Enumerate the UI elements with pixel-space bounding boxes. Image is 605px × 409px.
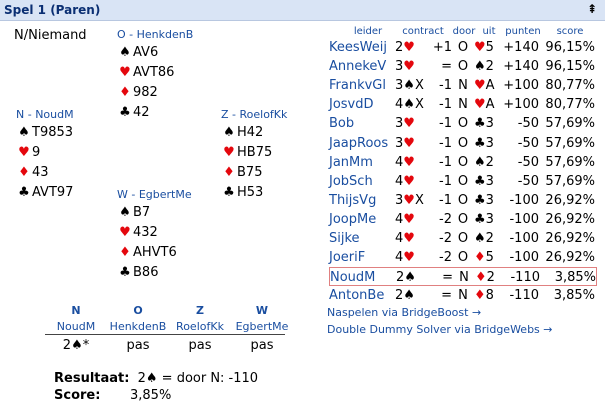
score-cell: 96,15% xyxy=(545,40,595,55)
table-row xyxy=(329,267,597,286)
score-cell: 57,69% xyxy=(545,173,595,189)
table-row xyxy=(329,286,597,305)
table-row xyxy=(329,229,597,248)
bid-w: pas xyxy=(250,338,274,353)
lead-cell: ♥A xyxy=(474,97,495,113)
col-header-leider: leider xyxy=(353,26,383,37)
col-header-contract: contract xyxy=(402,26,444,37)
score-cell: 57,69% xyxy=(545,154,595,170)
points-cell: +100 xyxy=(503,78,539,94)
diamond-icon: ♦ xyxy=(18,165,30,180)
south-clubs-cards: B86 xyxy=(133,265,159,280)
declarer-cell: O xyxy=(457,59,469,75)
dealer-vulnerability: N/Niemand xyxy=(14,28,87,43)
east-diamonds xyxy=(221,163,287,183)
contract-cell: 4♥ xyxy=(395,250,415,266)
score-cell: 57,69% xyxy=(545,116,595,132)
lead-cell: ♥A xyxy=(474,78,495,94)
result-cell: -1 xyxy=(439,154,452,170)
leader-link[interactable]: KeesWeij xyxy=(329,40,387,55)
table-row xyxy=(329,134,597,153)
contract-cell: 2♠ xyxy=(395,288,415,304)
lead-cell: ♣3 xyxy=(474,192,494,208)
score-cell: 26,92% xyxy=(545,192,595,208)
leader-link[interactable]: JaapRoos xyxy=(329,135,389,151)
bid-header-n: N xyxy=(71,304,81,317)
leader-link[interactable]: JanMm xyxy=(329,154,373,170)
table-row xyxy=(329,172,597,191)
points-cell: -100 xyxy=(509,250,539,266)
title-bar xyxy=(0,0,605,21)
leader-link[interactable]: NoudM xyxy=(330,270,376,286)
west-diamonds xyxy=(16,163,74,183)
result-cell: = xyxy=(441,59,452,75)
east-spades-cards: H42 xyxy=(237,125,264,140)
hand-south xyxy=(117,188,192,283)
score-cell: 3,85% xyxy=(553,288,595,304)
north-hearts xyxy=(117,63,193,83)
contract-cell: 4♥ xyxy=(395,173,415,189)
lead-cell: ♠2 xyxy=(474,59,494,75)
col-header-punten: punten xyxy=(505,26,541,37)
spade-icon: ♠ xyxy=(18,125,30,140)
leader-link[interactable]: AnnekeV xyxy=(329,59,387,75)
declarer-cell: O xyxy=(457,173,469,189)
lead-cell: ♣3 xyxy=(474,211,494,227)
declarer-cell: N xyxy=(458,97,468,113)
result-line xyxy=(54,371,258,386)
score-cell: 26,92% xyxy=(545,211,595,227)
table-row xyxy=(329,153,597,172)
lead-cell: ♦5 xyxy=(474,250,494,266)
leader-link[interactable]: AntonBe xyxy=(329,288,385,304)
board-title: Spel 1 (Paren) xyxy=(4,3,101,17)
result-label: Resultaat: xyxy=(54,371,130,386)
lead-cell: ♠2 xyxy=(474,231,494,246)
east-clubs-cards: H53 xyxy=(237,185,264,200)
contract-cell: 2♥ xyxy=(395,40,415,55)
collapse-icon[interactable]: ⇞ xyxy=(586,2,597,16)
score-line xyxy=(54,388,172,403)
points-cell: -110 xyxy=(509,288,539,304)
table-row xyxy=(329,38,597,57)
points-cell: -50 xyxy=(517,135,539,151)
score-cell: 3,85% xyxy=(554,270,596,286)
south-hearts xyxy=(117,223,192,243)
table-row xyxy=(329,57,597,76)
declarer-cell: O xyxy=(457,135,469,151)
col-header-score: score xyxy=(556,26,584,37)
south-spades-cards: B7 xyxy=(133,205,151,220)
club-icon: ♣ xyxy=(119,265,131,280)
hand-east-name: Z - RoelofKk xyxy=(221,108,288,121)
west-spades xyxy=(16,123,74,143)
score-label: Score: xyxy=(54,388,101,403)
declarer-cell: N xyxy=(459,270,469,286)
north-hearts-cards: AVT86 xyxy=(133,65,175,80)
contract-cell: 3♥ xyxy=(395,59,415,75)
lead-cell: ♠2 xyxy=(474,154,494,170)
result-cell: = xyxy=(441,288,452,304)
leader-link[interactable]: JoopMe xyxy=(329,211,377,227)
points-cell: -100 xyxy=(509,211,539,227)
contract-cell: 4♥ xyxy=(395,211,415,227)
points-cell: +140 xyxy=(503,59,539,75)
bid-player-w: EgbertMe xyxy=(235,320,289,333)
south-hearts-cards: 432 xyxy=(133,225,158,240)
west-clubs-cards: AVT97 xyxy=(32,185,74,200)
result-cell: -1 xyxy=(439,78,452,94)
hand-north xyxy=(117,28,193,123)
leader-link[interactable]: JosvdD xyxy=(329,97,374,113)
link-bridgewebs[interactable]: Double Dummy Solver via BridgeWebs → xyxy=(327,323,553,336)
contract-cell: 4♥ xyxy=(395,154,415,170)
leader-link[interactable]: Bob xyxy=(329,116,355,132)
heart-icon: ♥ xyxy=(18,145,30,160)
table-row xyxy=(329,191,597,210)
club-icon: ♣ xyxy=(18,185,30,200)
score-cell: 26,92% xyxy=(545,250,595,266)
lead-cell: ♦2 xyxy=(475,270,495,286)
leader-link[interactable]: ThijsVg xyxy=(329,192,377,208)
score-cell: 57,69% xyxy=(545,135,595,151)
east-hearts xyxy=(221,143,287,163)
declarer-cell: O xyxy=(457,40,469,55)
bid-divider xyxy=(45,334,285,335)
hand-south-name: W - EgbertMe xyxy=(117,188,192,201)
lead-cell: ♥5 xyxy=(474,40,494,55)
heart-icon: ♥ xyxy=(119,225,131,240)
north-diamonds-cards: 982 xyxy=(133,85,158,100)
spade-icon: ♠ xyxy=(119,45,131,60)
points-cell: +140 xyxy=(503,40,539,55)
score-value: 3,85% xyxy=(130,388,172,403)
bid-o: pas xyxy=(126,338,150,353)
bid-header-o: O xyxy=(133,304,143,317)
points-cell: -100 xyxy=(509,231,539,246)
points-cell: -110 xyxy=(510,270,540,286)
bid-player-n: NoudM xyxy=(56,320,96,333)
bid-header-z: Z xyxy=(196,304,204,317)
diamond-icon: ♦ xyxy=(119,245,131,260)
contract-cell: 3♥ xyxy=(395,135,415,151)
diamond-icon: ♦ xyxy=(223,165,235,180)
east-spades xyxy=(221,123,287,143)
south-clubs xyxy=(117,263,192,283)
lead-cell: ♣3 xyxy=(474,173,494,189)
bid-player-o: HenkdenB xyxy=(109,320,167,333)
points-cell: -100 xyxy=(509,192,539,208)
heart-icon: ♥ xyxy=(223,145,235,160)
declarer-cell: O xyxy=(457,116,469,132)
result-cell: -1 xyxy=(439,192,452,208)
result-cell: = xyxy=(442,270,453,286)
diamond-icon: ♦ xyxy=(119,85,131,100)
result-cell: -2 xyxy=(439,250,452,266)
lead-cell: ♣3 xyxy=(474,116,494,132)
west-diamonds-cards: 43 xyxy=(32,165,49,180)
table-row xyxy=(329,76,597,95)
east-hearts-cards: HB75 xyxy=(237,145,273,160)
lead-cell: ♦8 xyxy=(474,288,494,304)
col-header-door: door xyxy=(452,26,476,37)
west-hearts xyxy=(16,143,74,163)
north-clubs xyxy=(117,103,193,123)
score-cell: 80,77% xyxy=(545,97,595,113)
south-diamonds xyxy=(117,243,192,263)
spade-icon: ♠ xyxy=(119,205,131,220)
points-cell: +100 xyxy=(503,97,539,113)
declarer-cell: O xyxy=(457,250,469,266)
leader-link[interactable]: FrankvGl xyxy=(329,78,386,94)
north-diamonds xyxy=(117,83,193,103)
result-cell: -1 xyxy=(439,97,452,113)
points-cell: -50 xyxy=(517,116,539,132)
col-header-uit: uit xyxy=(482,26,496,37)
north-spades xyxy=(117,43,193,63)
bid-n: 2♠* xyxy=(62,338,90,353)
declarer-cell: O xyxy=(457,154,469,170)
table-row xyxy=(329,114,597,133)
bid-player-z: RoelofKk xyxy=(176,320,224,333)
east-clubs xyxy=(221,183,287,203)
heart-icon: ♥ xyxy=(119,65,131,80)
hand-east xyxy=(221,108,287,203)
declarer-cell: O xyxy=(457,211,469,227)
bid-header-w: W xyxy=(255,304,269,317)
score-cell: 26,92% xyxy=(545,231,595,246)
result-cell: -1 xyxy=(439,135,452,151)
score-cell: 96,15% xyxy=(545,59,595,75)
club-icon: ♣ xyxy=(119,105,131,120)
declarer-cell: O xyxy=(457,231,469,246)
leader-link[interactable]: JobSch xyxy=(329,173,373,189)
leader-link[interactable]: Sijke xyxy=(329,231,360,246)
spade-icon: ♠ xyxy=(223,125,235,140)
contract-cell: 2♠ xyxy=(396,270,416,286)
club-icon: ♣ xyxy=(223,185,235,200)
table-row xyxy=(329,210,597,229)
link-bridgeboost[interactable]: Naspelen via BridgeBoost → xyxy=(327,306,482,319)
hand-north-name: O - HenkdenB xyxy=(117,28,194,41)
result-cell: -1 xyxy=(439,173,452,189)
contract-cell: 4♥ xyxy=(395,231,415,246)
south-diamonds-cards: AHVT6 xyxy=(133,245,177,260)
score-cell: 80,77% xyxy=(545,78,595,94)
bid-z: pas xyxy=(188,338,212,353)
result-cell: -2 xyxy=(439,231,452,246)
west-clubs xyxy=(16,183,74,203)
north-clubs-cards: 42 xyxy=(133,105,150,120)
declarer-cell: N xyxy=(458,288,468,304)
hand-west-name: N - NoudM xyxy=(16,108,74,121)
contract-cell: 4♠X xyxy=(395,97,424,113)
table-row xyxy=(329,248,597,267)
contract-cell: 3♥X xyxy=(395,192,424,208)
west-spades-cards: T9853 xyxy=(32,125,74,140)
west-hearts-cards: 9 xyxy=(32,145,41,160)
leader-link[interactable]: JoeriF xyxy=(329,250,366,266)
result-value: 2♠ = door N: -110 xyxy=(137,371,259,386)
result-cell: +1 xyxy=(432,40,452,55)
south-spades xyxy=(117,203,192,223)
east-diamonds-cards: B75 xyxy=(237,165,263,180)
lead-cell: ♣3 xyxy=(474,135,494,151)
north-spades-cards: AV6 xyxy=(133,45,159,60)
declarer-cell: O xyxy=(457,192,469,208)
result-cell: -1 xyxy=(439,116,452,132)
table-row xyxy=(329,95,597,114)
contract-cell: 3♠X xyxy=(395,78,424,94)
declarer-cell: N xyxy=(458,78,468,94)
result-cell: -2 xyxy=(439,211,452,227)
contract-cell: 3♥ xyxy=(395,116,415,132)
points-cell: -50 xyxy=(517,154,539,170)
hand-west xyxy=(16,108,74,203)
points-cell: -50 xyxy=(517,173,539,189)
